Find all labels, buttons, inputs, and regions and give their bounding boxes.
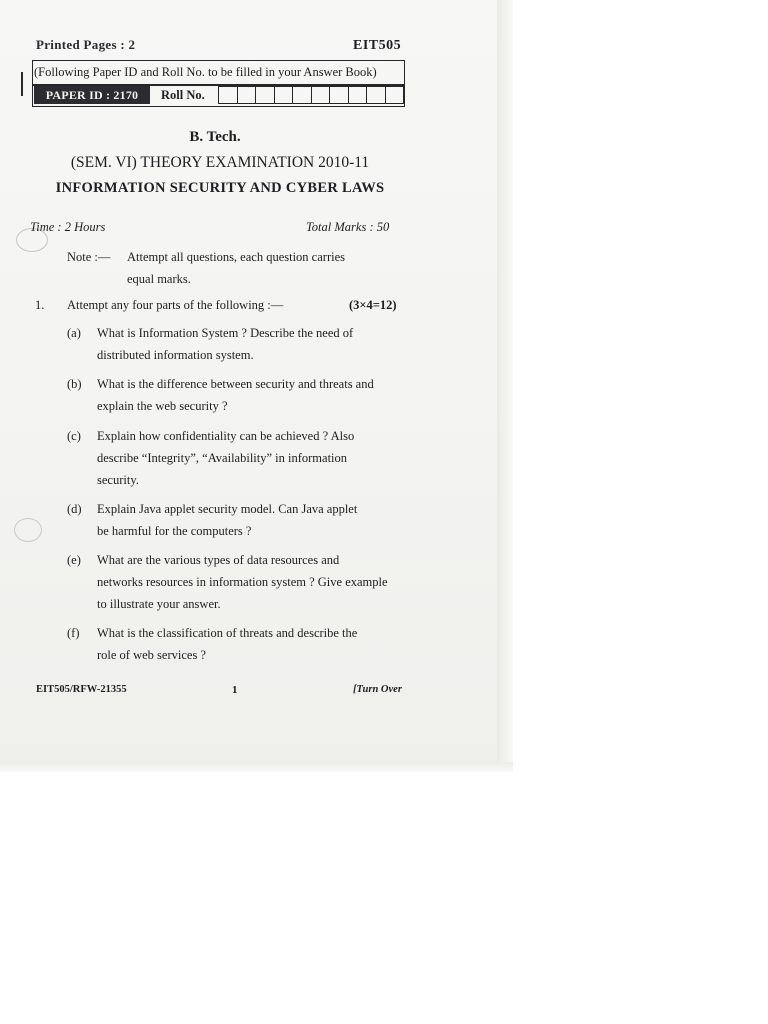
roll-no-box	[238, 87, 257, 103]
part-text: networks resources in information system ? Give example	[97, 575, 388, 589]
part-text: What is Information System ? Describe the need of	[97, 326, 354, 340]
part-text: to illustrate your answer.	[97, 597, 221, 611]
part-text: be harmful for the computers ?	[97, 524, 252, 538]
paper-id-label: PAPER ID : 2170	[34, 86, 150, 104]
note-text: Attempt all questions, each question carries	[127, 250, 345, 264]
part-label: (f)	[67, 626, 80, 640]
page-number: 1	[232, 684, 238, 696]
page-edge-shadow	[497, 0, 513, 770]
roll-no-label: Roll No.	[161, 88, 205, 102]
part-text: explain the web security ?	[97, 399, 228, 413]
margin-mark	[21, 72, 23, 96]
part-text: What is the difference between security and threats and	[97, 377, 374, 391]
paper-code: EIT505	[353, 38, 402, 53]
part-label: (d)	[67, 502, 82, 516]
turn-over: [Turn Over	[353, 684, 402, 695]
exam-time: Time : 2 Hours	[30, 220, 106, 234]
roll-no-box	[349, 87, 368, 103]
roll-no-box	[275, 87, 294, 103]
fill-instruction: (Following Paper ID and Roll No. to be filled in your Answer Book)	[34, 65, 377, 79]
part-label: (c)	[67, 429, 81, 443]
part-text: What are the various types of data resources and	[97, 553, 340, 567]
note-label: Note :—	[67, 250, 111, 264]
question-instruction: Attempt any four parts of the following :—	[67, 298, 284, 312]
degree-title: B. Tech.	[189, 129, 241, 145]
roll-no-box	[367, 87, 386, 103]
footer-code: EIT505/RFW-21355	[36, 684, 127, 695]
part-label: (a)	[67, 326, 81, 340]
roll-no-box	[386, 87, 404, 103]
question-marks: (3×4=12)	[349, 298, 397, 312]
total-marks: Total Marks : 50	[306, 220, 390, 234]
roll-no-box	[293, 87, 312, 103]
roll-no-box	[219, 87, 238, 103]
roll-no-box	[256, 87, 275, 103]
part-text: security.	[97, 473, 139, 487]
printed-pages: Printed Pages : 2	[36, 37, 136, 52]
part-text: describe “Integrity”, “Availability” in information	[97, 451, 348, 465]
roll-no-box	[312, 87, 331, 103]
part-label: (b)	[67, 377, 82, 391]
roll-no-boxes	[218, 86, 404, 104]
roll-no-box	[330, 87, 349, 103]
question-number: 1.	[35, 298, 45, 312]
note-text-continued: equal marks.	[127, 272, 191, 286]
part-text: Explain how confidentiality can be achieved ? Also	[97, 429, 355, 443]
part-text: distributed information system.	[97, 348, 254, 362]
part-text: role of web services ?	[97, 648, 206, 662]
part-text: Explain Java applet security model. Can Java applet	[97, 502, 358, 516]
hole-punch-mark	[14, 518, 42, 542]
part-label: (e)	[67, 553, 81, 567]
subject-title: INFORMATION SECURITY AND CYBER LAWS	[55, 180, 385, 196]
part-text: What is the classification of threats and describe the	[97, 626, 358, 640]
page-bottom-edge	[0, 762, 513, 772]
exam-title: (SEM. VI) THEORY EXAMINATION 2010-11	[70, 154, 370, 171]
